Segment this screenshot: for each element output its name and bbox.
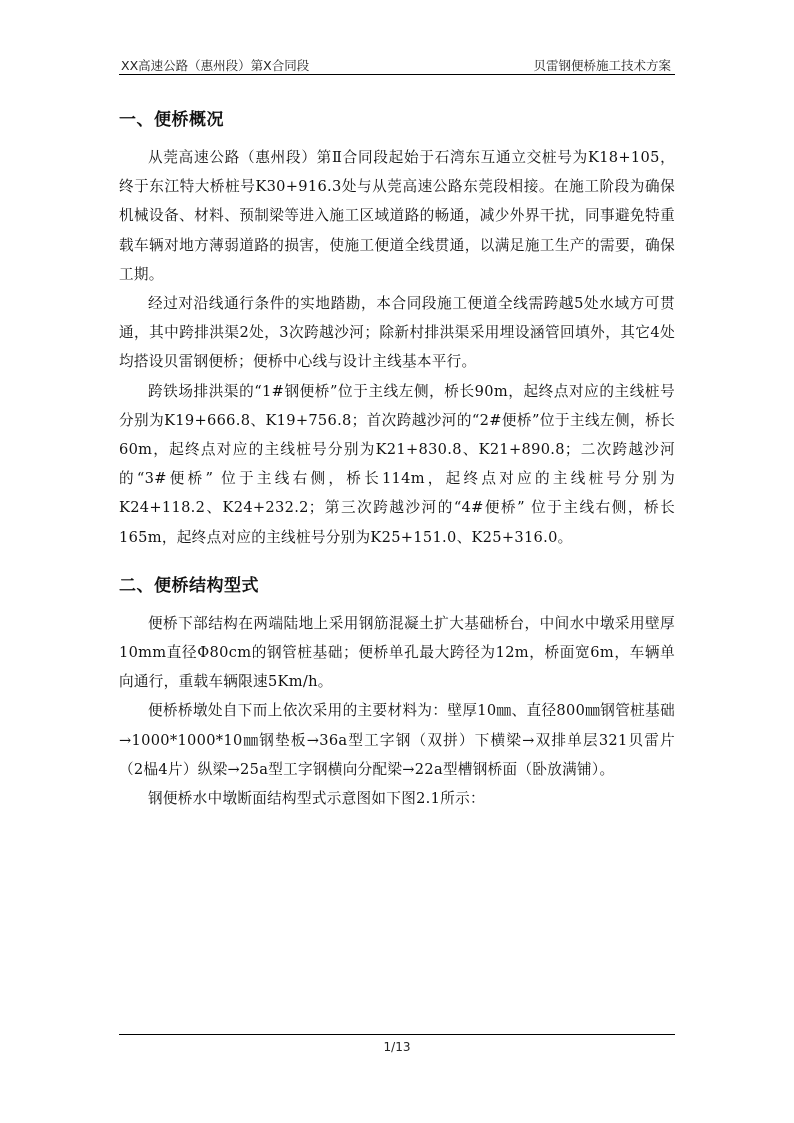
page-number: 1/13	[383, 1040, 411, 1054]
section-heading: 二、便桥结构型式	[119, 575, 259, 596]
document-body	[119, 108, 675, 813]
header-document-title: 贝雷钢便桥施工技术方案	[533, 58, 671, 73]
paragraph: 跨铁场排洪渠的“1#钢便桥”位于主线左侧，桥长90m，起终点对应的主线桩号分别为K19+666.8、K19+756.8；首次跨越沙河的“2#便桥”位于主线左侧，桥长60m，起终点对应的主线桩号分别为K21+830.8、K21+890.8；二次跨越沙河的“3#便桥” 位于主线右侧，桥长114m，起终点对应的主线桩号分别为K24+118.2、K24+232.2；第三次跨越沙河的“4#便桥” 位于主线右侧，桥长165m，起终点对应的主线桩号分别为K25+151.0、K25+316.0。	[119, 382, 675, 546]
header-project-title: XX高速公路（惠州段）第X合同段	[121, 58, 310, 73]
paragraph: 钢便桥水中墩断面结构型式示意图如下图2.1所示：	[148, 790, 485, 808]
paragraph: 便桥下部结构在两端陆地上采用钢筋混凝土扩大基础桥台，中间水中墩采用壁厚10mm直径Φ80cm的钢管桩基础；便桥单孔最大跨径为12m，桥面宽6m，车辆单向通行，重载车辆限速5Km/h。	[119, 614, 675, 691]
footer-divider	[119, 1034, 675, 1035]
paragraph: 经过对沿线通行条件的实地踏勘，本合同段施工便道全线需跨越5处水域方可贯通，其中跨排洪渠2处，3次跨越沙河；除新村排洪渠采用埋设涵管回填外，其它4处均搭设贝雷钢便桥；便桥中心线与设计主线基本平行。	[119, 295, 675, 371]
paragraph: 便桥桥墩处自下而上依次采用的主要材料为：壁厚10㎜、直径800㎜钢管桩基础→1000*1000*10㎜钢垫板→36a型工字钢（双拼）下横梁→双排单层321贝雷片（2榀4片）纵梁→25a型工字钢横向分配梁→22a型槽钢桥面（卧放满铺）。	[119, 702, 675, 778]
page-header	[119, 54, 675, 75]
paragraph: 从莞高速公路（惠州段）第Ⅱ合同段起始于石湾东互通立交桩号为K18+105，终于东江特大桥桩号K30+916.3处与从莞高速公路东莞段相接。在施工阶段为确保机械设备、材料、预制梁等进入施工区域道路的畅通，减少外界干扰，同事避免特重载车辆对地方薄弱道路的损害，使施工便道全线贯通，以满足施工生产的需要，确保工期。	[119, 149, 675, 283]
section-heading: 一、便桥概况	[119, 110, 224, 130]
